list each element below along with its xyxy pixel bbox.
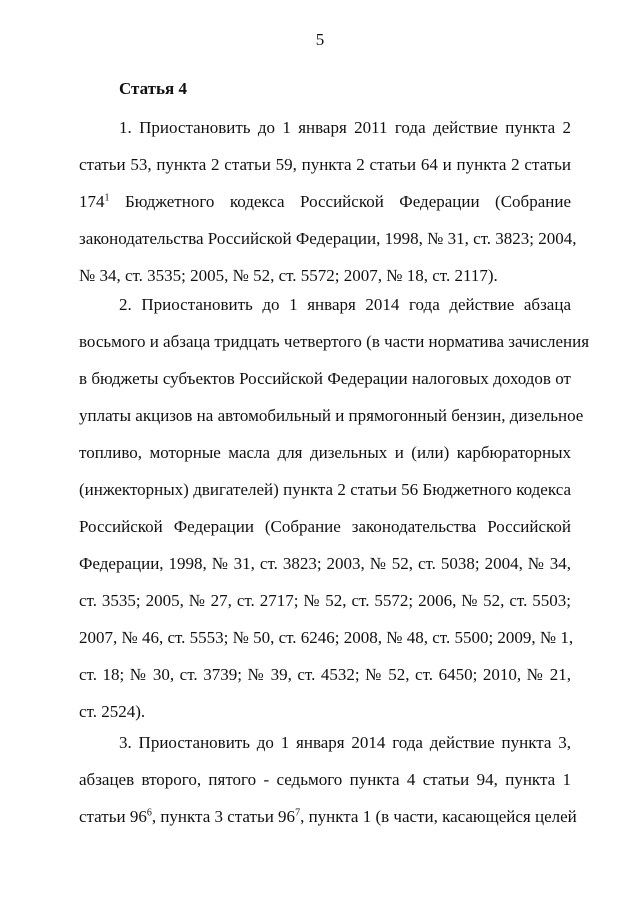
text-line: 3. Приостановить до 1 января 2014 года действие пункта 3, (119, 733, 571, 752)
text-fragment: Бюджетного кодекса Российской Федерации (Собрание (109, 192, 571, 211)
superscript: 1 (104, 192, 110, 204)
text-line: № 34, ст. 3535; 2005, № 52, ст. 5572; 2007, № 18, ст. 2117). (79, 266, 498, 285)
text-line: статьи 53, пункта 2 статьи 59, пункта 2 статьи 64 и пункта 2 статьи (79, 155, 571, 174)
text-line: топливо, моторные масла для дизельных и (или) карбюраторных (79, 443, 571, 462)
text-line: Российской Федерации (Собрание законодательства Российской (79, 517, 571, 536)
text-line: ст. 2524). (79, 702, 146, 721)
superscript: 6 (146, 807, 152, 819)
text-line: законодательства Российской Федерации, 1998, № 31, ст. 3823; 2004, (79, 229, 577, 248)
superscript: 7 (295, 807, 301, 819)
text-line: ст. 3535; 2005, № 27, ст. 2717; № 52, ст. 5572; 2006, № 52, ст. 5503; (79, 591, 571, 610)
page-number: 5 (315, 30, 325, 49)
text-line: абзацев второго, пятого - седьмого пункта 4 статьи 94, пункта 1 (79, 770, 571, 789)
text-line: уплаты акцизов на автомобильный и прямогонный бензин, дизельное (79, 406, 584, 425)
text-line (79, 798, 577, 835)
text-line: восьмого и абзаца тридцать четвертого (в части норматива зачисления (79, 332, 590, 351)
paragraph-2 (79, 286, 590, 730)
paragraph-1 (79, 109, 577, 294)
article-heading: Статья 4 (119, 79, 187, 98)
text-line: (инжекторных) двигателей) пункта 2 статьи 56 Бюджетного кодекса (79, 480, 571, 499)
text-line: 2007, № 46, ст. 5553; № 50, ст. 6246; 2008, № 48, ст. 5500; 2009, № 1, (79, 628, 574, 647)
text-fragment: статьи 96 (79, 807, 147, 826)
text-fragment: , пункта 1 (в части, касающейся целей (300, 807, 577, 826)
text-line: ст. 18; № 30, ст. 3739; № 39, ст. 4532; № 52, ст. 6450; 2010, № 21, (79, 665, 571, 684)
text-line: Федерации, 1998, № 31, ст. 3823; 2003, № 52, ст. 5038; 2004, № 34, (79, 554, 571, 573)
text-line: 2. Приостановить до 1 января 2014 года действие абзаца (119, 295, 571, 314)
text-line: 1. Приостановить до 1 января 2011 года действие пункта 2 (119, 118, 571, 137)
text-line (79, 183, 571, 220)
text-fragment: , пункта 3 статьи 96 (151, 807, 296, 826)
paragraph-3 (79, 724, 577, 835)
text-line: в бюджеты субъектов Российской Федерации налоговых доходов от (79, 369, 571, 388)
text-fragment: 174 (79, 192, 105, 211)
